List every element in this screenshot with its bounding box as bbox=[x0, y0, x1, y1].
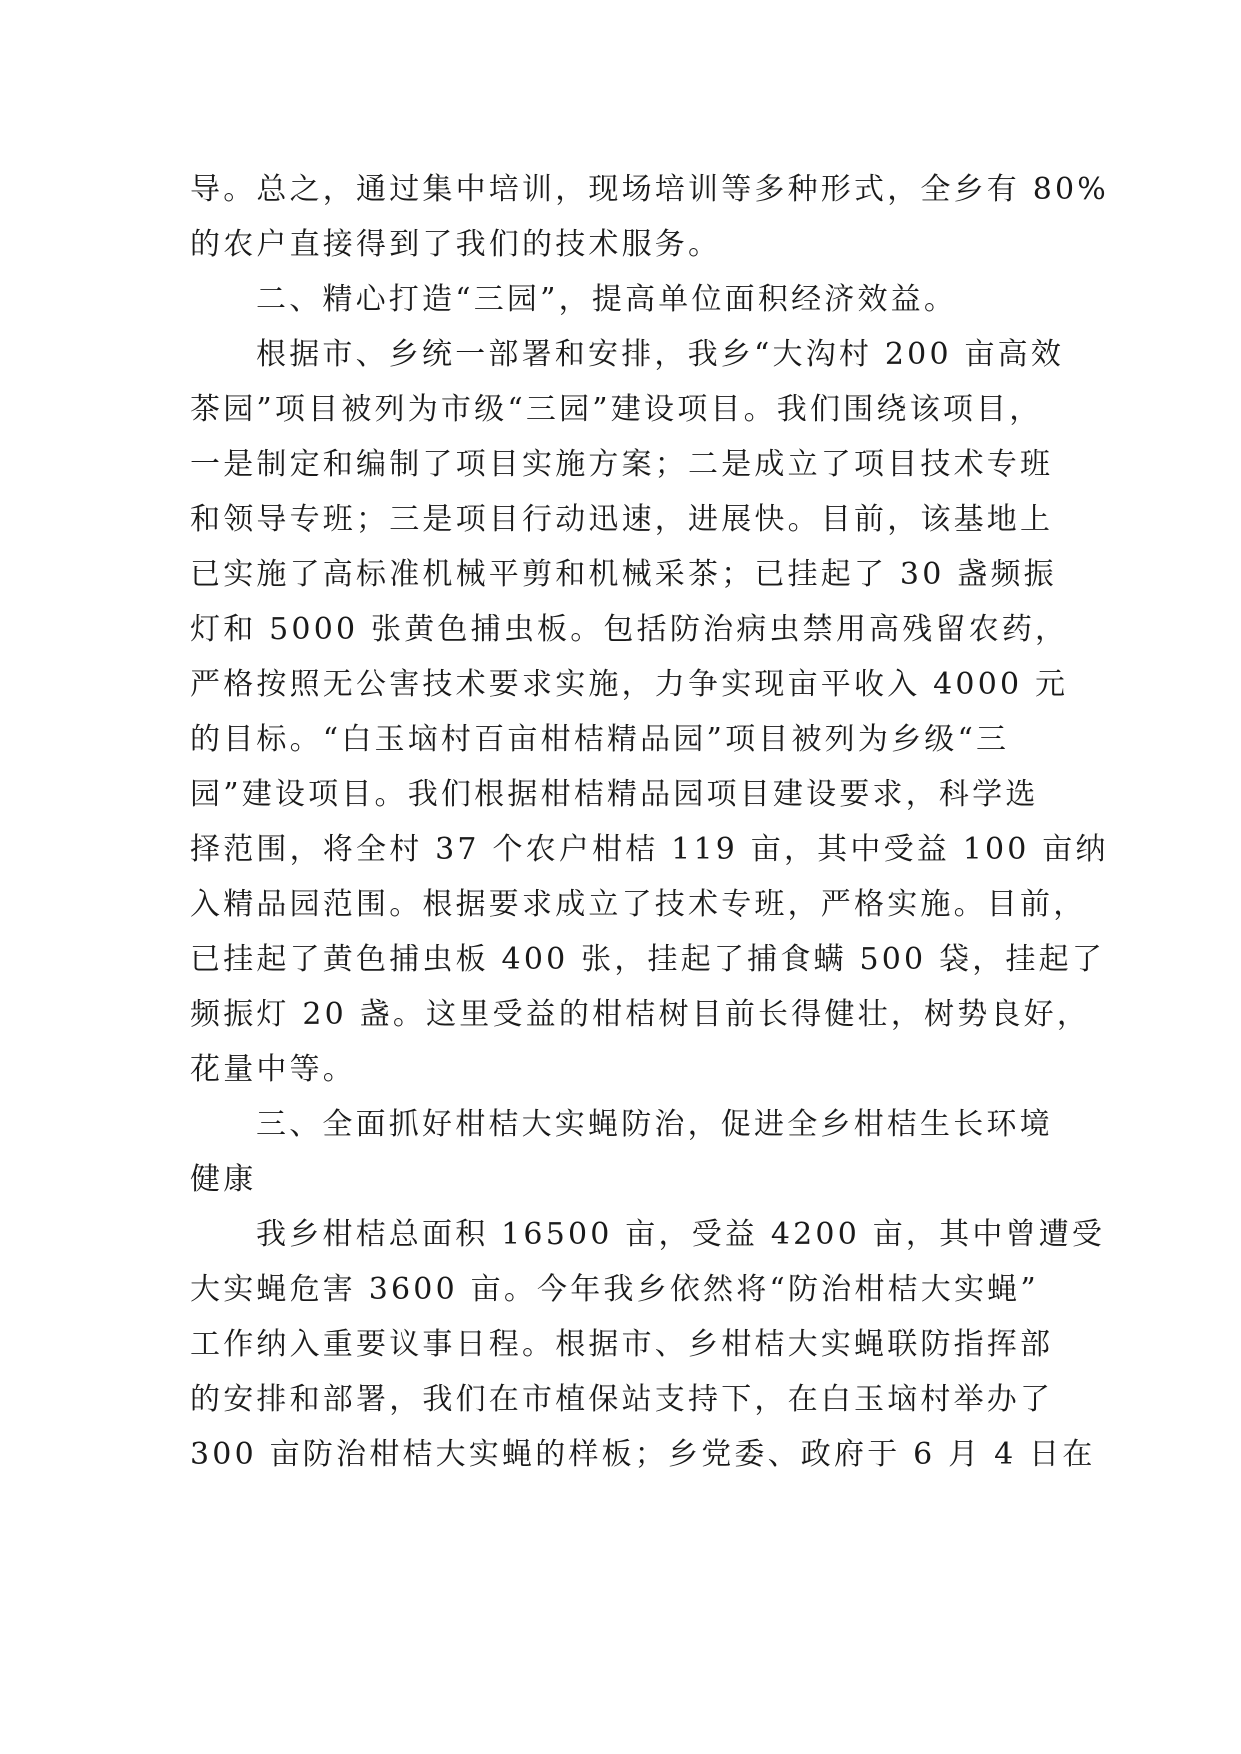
text-line: 择范围，将全村 37 个农户柑桔 119 亩，其中受益 100 亩纳 bbox=[190, 832, 1109, 867]
text-line: 严格按照无公害技术要求实施，力争实现亩平收入 4000 元 bbox=[190, 667, 1069, 702]
text-line: 频振灯 20 盏。这里受益的柑桔树目前长得健壮，树势良好， bbox=[190, 997, 1091, 1032]
text-line: 已实施了高标准机械平剪和机械采茶；已挂起了 30 盏频振 bbox=[190, 557, 1057, 592]
text-line: 健康 bbox=[190, 1162, 257, 1197]
text-line: 二、精心打造“三园”，提高单位面积经济效益。 bbox=[256, 282, 958, 317]
text-line: 三、全面抓好柑桔大实蝇防治，促进全乡柑桔生长环境 bbox=[256, 1107, 1053, 1142]
text-line: 入精品园范围。根据要求成立了技术专班，严格实施。目前， bbox=[190, 887, 1087, 922]
text-line: 根据市、乡统一部署和安排，我乡“大沟村 200 亩高效 bbox=[256, 337, 1065, 372]
text-line: 灯和 5000 张黄色捕虫板。包括防治病虫禁用高残留农药， bbox=[190, 612, 1069, 647]
text-line: 已挂起了黄色捕虫板 400 张，挂起了捕食螨 500 袋，挂起了 bbox=[190, 942, 1106, 977]
text-line: 一是制定和编制了项目实施方案；二是成立了项目技术专班 bbox=[190, 447, 1054, 482]
text-line: 园”建设项目。我们根据柑桔精品园项目建设要求，科学选 bbox=[190, 777, 1039, 812]
text-line: 花量中等。 bbox=[190, 1052, 356, 1087]
text-line: 和领导专班；三是项目行动迅速，进展快。目前，该基地上 bbox=[190, 502, 1054, 537]
text-line: 导。总之，通过集中培训，现场培训等多种形式，全乡有 80% bbox=[190, 172, 1110, 207]
text-line: 茶园”项目被列为市级“三园”建设项目。我们围绕该项目， bbox=[190, 392, 1043, 427]
text-line: 的安排和部署，我们在市植保站支持下，在白玉垴村举办了 bbox=[190, 1382, 1054, 1417]
text-line: 大实蝇危害 3600 亩。今年我乡依然将“防治柑桔大实蝇” bbox=[190, 1272, 1039, 1307]
text-line: 的农户直接得到了我们的技术服务。 bbox=[190, 227, 722, 262]
text-line: 工作纳入重要议事日程。根据市、乡柑桔大实蝇联防指挥部 bbox=[190, 1327, 1054, 1362]
text-line: 我乡柑桔总面积 16500 亩，受益 4200 亩，其中曾遭受 bbox=[256, 1217, 1106, 1252]
text-line: 的目标。“白玉垴村百亩柑桔精品园”项目被列为乡级“三 bbox=[190, 722, 1010, 757]
document-body bbox=[190, 162, 1110, 1482]
text-line: 300 亩防治柑桔大实蝇的样板；乡党委、政府于 6 月 4 日在 bbox=[190, 1437, 1096, 1472]
